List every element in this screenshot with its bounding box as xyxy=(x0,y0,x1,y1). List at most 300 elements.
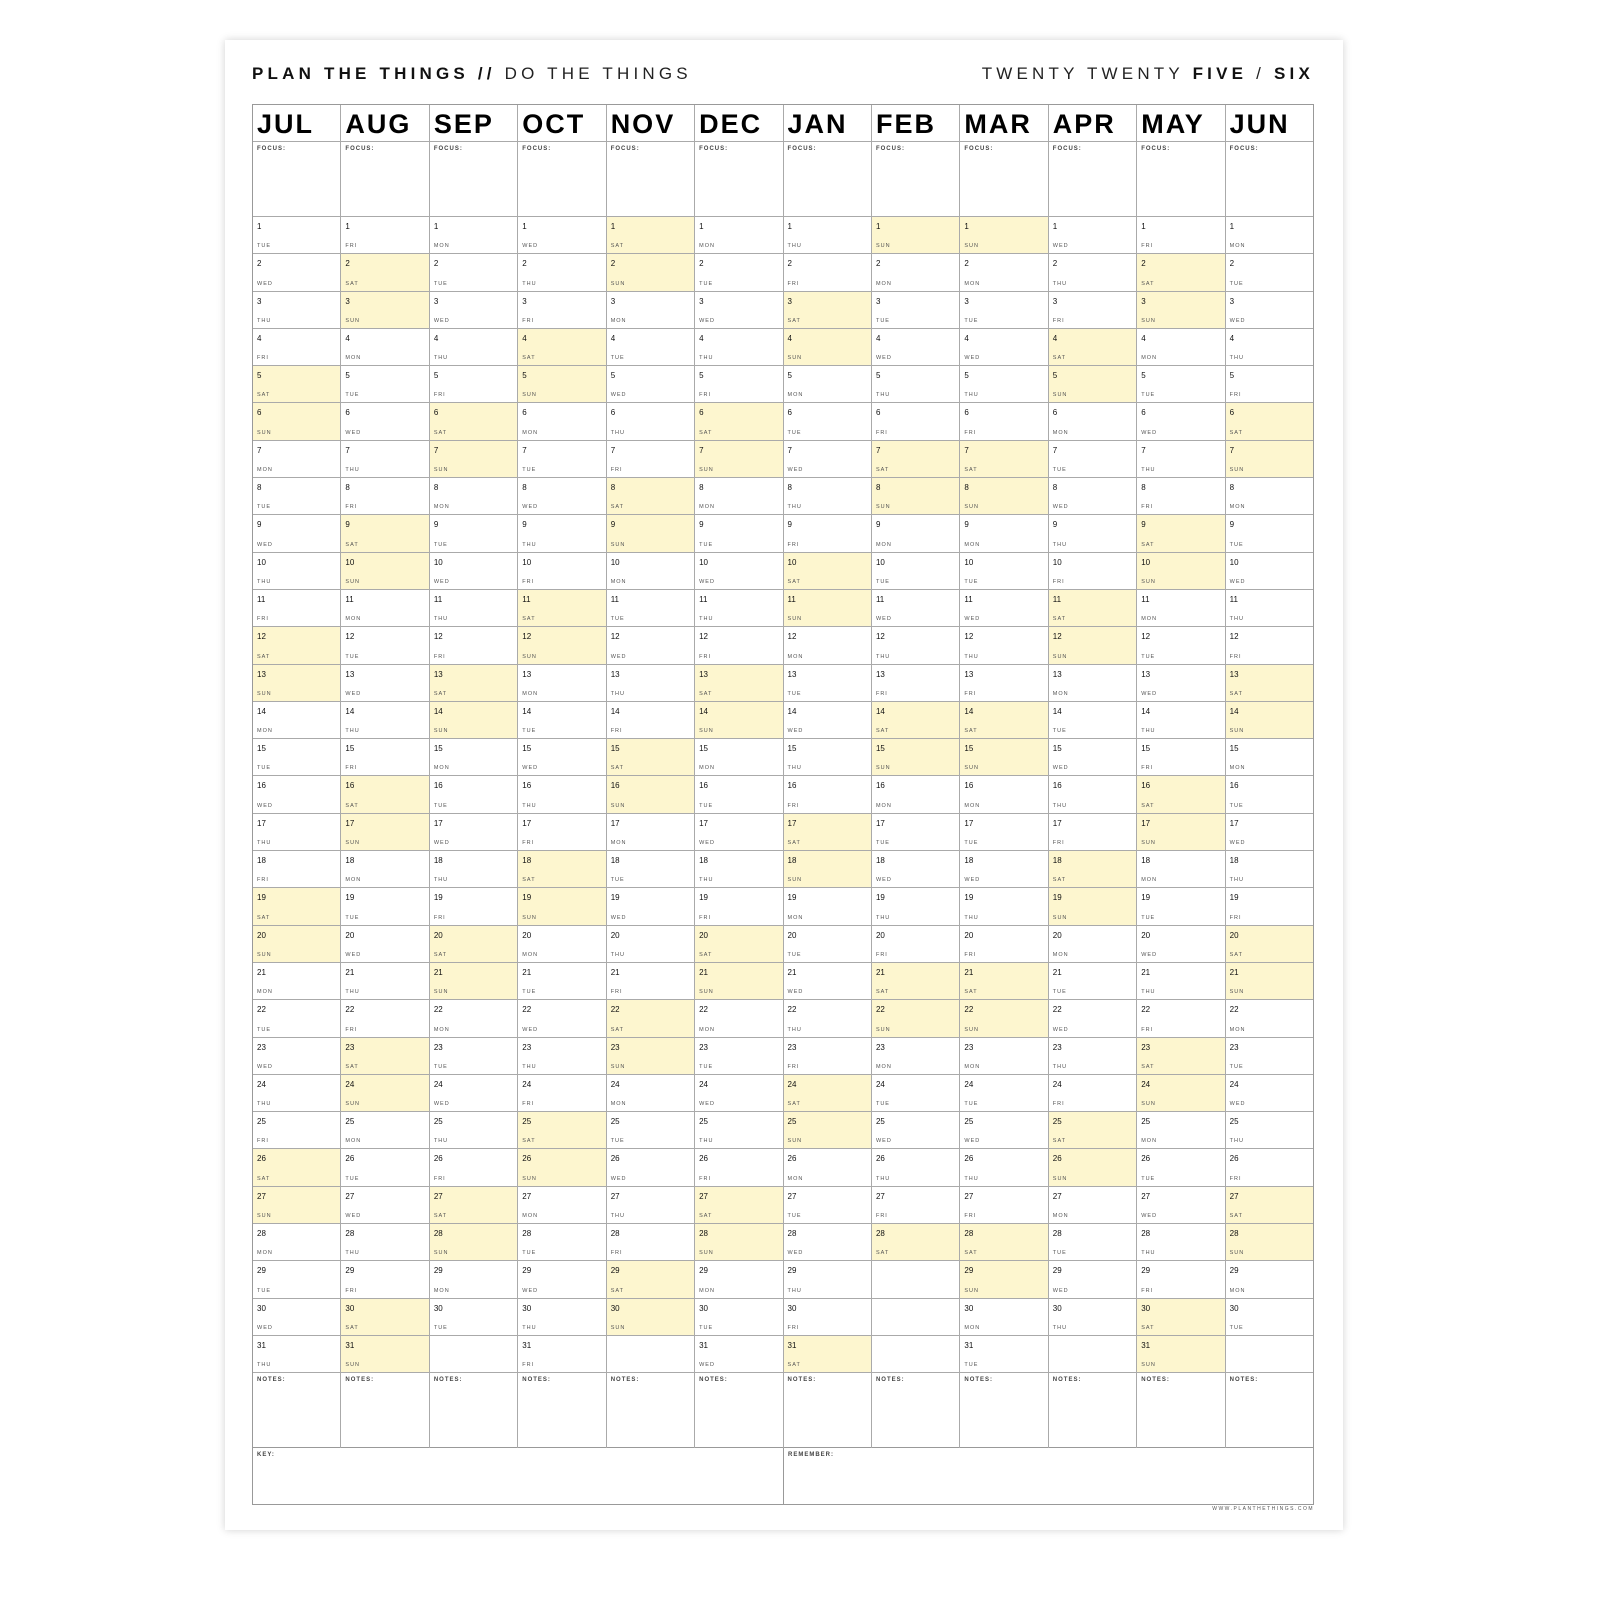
day-cell[interactable] xyxy=(430,1149,517,1186)
day-cell[interactable] xyxy=(1226,366,1313,403)
day-cell[interactable] xyxy=(784,963,871,1000)
day-cell[interactable] xyxy=(1137,366,1224,403)
day-cell[interactable] xyxy=(960,403,1047,440)
day-cell[interactable] xyxy=(430,329,517,366)
day-cell[interactable] xyxy=(607,292,694,329)
day-cell[interactable] xyxy=(1049,776,1136,813)
day-cell[interactable] xyxy=(253,366,340,403)
day-cell[interactable] xyxy=(784,1075,871,1112)
day-cell[interactable] xyxy=(872,515,959,552)
day-cell[interactable] xyxy=(1226,776,1313,813)
day-cell[interactable] xyxy=(784,292,871,329)
day-cell[interactable] xyxy=(430,926,517,963)
day-cell[interactable] xyxy=(430,254,517,291)
day-cell[interactable] xyxy=(872,1224,959,1261)
day-cell[interactable] xyxy=(1049,665,1136,702)
day-cell[interactable] xyxy=(1226,515,1313,552)
day-cell[interactable] xyxy=(430,963,517,1000)
day-cell[interactable] xyxy=(607,926,694,963)
day-cell[interactable] xyxy=(341,739,428,776)
day-cell[interactable] xyxy=(518,590,605,627)
day-cell[interactable] xyxy=(430,1224,517,1261)
day-cell[interactable] xyxy=(607,1149,694,1186)
day-cell[interactable] xyxy=(253,515,340,552)
day-cell[interactable] xyxy=(784,776,871,813)
day-cell[interactable] xyxy=(872,478,959,515)
day-cell[interactable] xyxy=(518,926,605,963)
day-cell[interactable] xyxy=(695,329,782,366)
day-cell[interactable] xyxy=(430,292,517,329)
day-cell[interactable] xyxy=(1226,888,1313,925)
day-cell[interactable] xyxy=(1226,1187,1313,1224)
day-cell[interactable] xyxy=(695,1336,782,1373)
day-cell[interactable] xyxy=(1226,1224,1313,1261)
day-cell[interactable] xyxy=(607,553,694,590)
day-cell[interactable] xyxy=(430,1075,517,1112)
day-cell[interactable] xyxy=(518,553,605,590)
day-cell[interactable] xyxy=(695,590,782,627)
day-cell[interactable] xyxy=(695,702,782,739)
day-cell[interactable] xyxy=(1049,1224,1136,1261)
day-cell[interactable] xyxy=(1049,292,1136,329)
day-cell[interactable] xyxy=(695,553,782,590)
day-cell[interactable] xyxy=(960,1149,1047,1186)
day-cell[interactable] xyxy=(1049,366,1136,403)
day-cell[interactable] xyxy=(784,1187,871,1224)
day-cell[interactable] xyxy=(518,1224,605,1261)
day-cell[interactable] xyxy=(960,814,1047,851)
day-cell[interactable] xyxy=(1226,1075,1313,1112)
day-cell[interactable] xyxy=(1049,217,1136,254)
day-cell[interactable] xyxy=(1137,1224,1224,1261)
day-cell[interactable] xyxy=(607,665,694,702)
day-cell[interactable] xyxy=(960,1299,1047,1336)
day-cell[interactable] xyxy=(1137,1336,1224,1373)
day-cell[interactable] xyxy=(518,851,605,888)
day-cell[interactable] xyxy=(1137,292,1224,329)
day-cell[interactable] xyxy=(253,963,340,1000)
day-cell[interactable] xyxy=(960,627,1047,664)
day-cell[interactable] xyxy=(341,1187,428,1224)
focus-box[interactable] xyxy=(341,142,428,217)
day-cell[interactable] xyxy=(960,254,1047,291)
day-cell[interactable] xyxy=(430,515,517,552)
focus-box[interactable] xyxy=(695,142,782,217)
day-cell[interactable] xyxy=(872,329,959,366)
day-cell[interactable] xyxy=(607,739,694,776)
day-cell[interactable] xyxy=(253,1224,340,1261)
day-cell[interactable] xyxy=(960,963,1047,1000)
day-cell[interactable] xyxy=(253,590,340,627)
day-cell[interactable] xyxy=(1137,814,1224,851)
day-cell[interactable] xyxy=(607,1224,694,1261)
day-cell[interactable] xyxy=(872,665,959,702)
day-cell[interactable] xyxy=(1226,403,1313,440)
day-cell[interactable] xyxy=(518,441,605,478)
day-cell[interactable] xyxy=(341,478,428,515)
day-cell[interactable] xyxy=(1049,403,1136,440)
day-cell[interactable] xyxy=(518,1075,605,1112)
day-cell[interactable] xyxy=(1049,1075,1136,1112)
day-cell[interactable] xyxy=(1226,851,1313,888)
day-cell[interactable] xyxy=(430,1000,517,1037)
day-cell[interactable] xyxy=(518,888,605,925)
day-cell[interactable] xyxy=(960,739,1047,776)
day-cell[interactable] xyxy=(1137,1187,1224,1224)
day-cell[interactable] xyxy=(253,1112,340,1149)
day-cell[interactable] xyxy=(253,441,340,478)
day-cell[interactable] xyxy=(695,851,782,888)
day-cell[interactable] xyxy=(872,776,959,813)
day-cell[interactable] xyxy=(607,515,694,552)
day-cell[interactable] xyxy=(960,776,1047,813)
day-cell[interactable] xyxy=(784,441,871,478)
day-cell[interactable] xyxy=(607,963,694,1000)
day-cell[interactable] xyxy=(872,217,959,254)
day-cell[interactable] xyxy=(784,1224,871,1261)
day-cell[interactable] xyxy=(341,888,428,925)
notes-box[interactable] xyxy=(695,1373,782,1448)
day-cell[interactable] xyxy=(784,366,871,403)
day-cell[interactable] xyxy=(430,1299,517,1336)
day-cell[interactable] xyxy=(1226,1112,1313,1149)
day-cell[interactable] xyxy=(341,926,428,963)
day-cell[interactable] xyxy=(1137,217,1224,254)
day-cell[interactable] xyxy=(1049,702,1136,739)
day-cell[interactable] xyxy=(695,888,782,925)
day-cell[interactable] xyxy=(253,292,340,329)
day-cell[interactable] xyxy=(960,366,1047,403)
day-cell[interactable] xyxy=(518,217,605,254)
day-cell[interactable] xyxy=(695,776,782,813)
day-cell[interactable] xyxy=(1226,1299,1313,1336)
day-cell[interactable] xyxy=(607,217,694,254)
day-cell[interactable] xyxy=(341,814,428,851)
day-cell[interactable] xyxy=(430,441,517,478)
day-cell[interactable] xyxy=(607,403,694,440)
day-cell[interactable] xyxy=(784,590,871,627)
day-cell[interactable] xyxy=(1226,814,1313,851)
day-cell[interactable] xyxy=(518,1038,605,1075)
remember-box[interactable] xyxy=(784,1448,1313,1504)
day-cell[interactable] xyxy=(872,553,959,590)
day-cell[interactable] xyxy=(872,1187,959,1224)
day-cell[interactable] xyxy=(341,1038,428,1075)
day-cell[interactable] xyxy=(1137,590,1224,627)
day-cell[interactable] xyxy=(960,590,1047,627)
day-cell[interactable] xyxy=(430,1261,517,1298)
day-cell[interactable] xyxy=(872,441,959,478)
day-cell[interactable] xyxy=(784,888,871,925)
day-cell[interactable] xyxy=(872,590,959,627)
notes-box[interactable] xyxy=(518,1373,605,1448)
day-cell[interactable] xyxy=(518,739,605,776)
day-cell[interactable] xyxy=(341,590,428,627)
day-cell[interactable] xyxy=(872,926,959,963)
day-cell[interactable] xyxy=(253,1149,340,1186)
day-cell[interactable] xyxy=(607,366,694,403)
day-cell[interactable] xyxy=(784,851,871,888)
day-cell[interactable] xyxy=(607,1112,694,1149)
day-cell[interactable] xyxy=(960,1075,1047,1112)
day-cell[interactable] xyxy=(518,1187,605,1224)
day-cell[interactable] xyxy=(1049,1187,1136,1224)
day-cell[interactable] xyxy=(960,1112,1047,1149)
day-cell[interactable] xyxy=(253,702,340,739)
day-cell[interactable] xyxy=(341,403,428,440)
day-cell[interactable] xyxy=(253,926,340,963)
day-cell[interactable] xyxy=(253,627,340,664)
day-cell[interactable] xyxy=(960,926,1047,963)
day-cell[interactable] xyxy=(253,1187,340,1224)
day-cell[interactable] xyxy=(430,553,517,590)
day-cell[interactable] xyxy=(253,254,340,291)
day-cell[interactable] xyxy=(960,851,1047,888)
day-cell[interactable] xyxy=(784,478,871,515)
day-cell[interactable] xyxy=(341,665,428,702)
day-cell[interactable] xyxy=(1137,553,1224,590)
day-cell[interactable] xyxy=(784,814,871,851)
day-cell[interactable] xyxy=(341,851,428,888)
day-cell[interactable] xyxy=(960,329,1047,366)
day-cell[interactable] xyxy=(253,665,340,702)
day-cell[interactable] xyxy=(1226,553,1313,590)
day-cell[interactable] xyxy=(1049,1112,1136,1149)
day-cell[interactable] xyxy=(695,478,782,515)
day-cell[interactable] xyxy=(607,1187,694,1224)
day-cell[interactable] xyxy=(960,515,1047,552)
notes-box[interactable] xyxy=(784,1373,871,1448)
day-cell[interactable] xyxy=(1049,254,1136,291)
day-cell[interactable] xyxy=(1226,217,1313,254)
day-cell[interactable] xyxy=(518,1149,605,1186)
day-cell[interactable] xyxy=(607,441,694,478)
day-cell[interactable] xyxy=(784,403,871,440)
day-cell[interactable] xyxy=(960,478,1047,515)
day-cell[interactable] xyxy=(1049,329,1136,366)
day-cell[interactable] xyxy=(872,739,959,776)
day-cell[interactable] xyxy=(607,478,694,515)
day-cell[interactable] xyxy=(430,739,517,776)
day-cell[interactable] xyxy=(695,665,782,702)
day-cell[interactable] xyxy=(784,926,871,963)
day-cell[interactable] xyxy=(784,1112,871,1149)
day-cell[interactable] xyxy=(253,739,340,776)
day-cell[interactable] xyxy=(784,702,871,739)
day-cell[interactable] xyxy=(1226,627,1313,664)
day-cell[interactable] xyxy=(1137,963,1224,1000)
notes-box[interactable] xyxy=(960,1373,1047,1448)
day-cell[interactable] xyxy=(1137,627,1224,664)
day-cell[interactable] xyxy=(872,1149,959,1186)
notes-box[interactable] xyxy=(1049,1373,1136,1448)
day-cell[interactable] xyxy=(872,963,959,1000)
day-cell[interactable] xyxy=(430,1038,517,1075)
key-box[interactable] xyxy=(253,1448,784,1504)
day-cell[interactable] xyxy=(960,441,1047,478)
day-cell[interactable] xyxy=(430,478,517,515)
day-cell[interactable] xyxy=(695,963,782,1000)
focus-box[interactable] xyxy=(784,142,871,217)
day-cell[interactable] xyxy=(341,366,428,403)
day-cell[interactable] xyxy=(607,1299,694,1336)
day-cell[interactable] xyxy=(1137,1149,1224,1186)
day-cell[interactable] xyxy=(872,702,959,739)
day-cell[interactable] xyxy=(695,627,782,664)
notes-box[interactable] xyxy=(607,1373,694,1448)
day-cell[interactable] xyxy=(518,403,605,440)
day-cell[interactable] xyxy=(784,739,871,776)
day-cell[interactable] xyxy=(784,627,871,664)
notes-box[interactable] xyxy=(430,1373,517,1448)
day-cell[interactable] xyxy=(430,776,517,813)
day-cell[interactable] xyxy=(1226,441,1313,478)
day-cell[interactable] xyxy=(253,888,340,925)
day-cell[interactable] xyxy=(341,776,428,813)
day-cell[interactable] xyxy=(341,1224,428,1261)
day-cell[interactable] xyxy=(518,963,605,1000)
day-cell[interactable] xyxy=(430,590,517,627)
day-cell[interactable] xyxy=(253,1336,340,1373)
day-cell[interactable] xyxy=(1226,329,1313,366)
day-cell[interactable] xyxy=(341,441,428,478)
day-cell[interactable] xyxy=(430,665,517,702)
day-cell[interactable] xyxy=(872,1000,959,1037)
day-cell[interactable] xyxy=(1137,478,1224,515)
day-cell[interactable] xyxy=(695,441,782,478)
day-cell[interactable] xyxy=(341,627,428,664)
day-cell[interactable] xyxy=(784,1000,871,1037)
notes-box[interactable] xyxy=(341,1373,428,1448)
day-cell[interactable] xyxy=(518,1261,605,1298)
day-cell[interactable] xyxy=(1137,702,1224,739)
day-cell[interactable] xyxy=(253,1038,340,1075)
day-cell[interactable] xyxy=(1226,739,1313,776)
day-cell[interactable] xyxy=(1226,254,1313,291)
day-cell[interactable] xyxy=(1137,1075,1224,1112)
day-cell[interactable] xyxy=(695,366,782,403)
day-cell[interactable] xyxy=(1137,515,1224,552)
day-cell[interactable] xyxy=(1226,1000,1313,1037)
day-cell[interactable] xyxy=(341,1299,428,1336)
day-cell[interactable] xyxy=(1049,739,1136,776)
day-cell[interactable] xyxy=(518,329,605,366)
focus-box[interactable] xyxy=(960,142,1047,217)
day-cell[interactable] xyxy=(430,702,517,739)
day-cell[interactable] xyxy=(1226,1261,1313,1298)
day-cell[interactable] xyxy=(872,888,959,925)
day-cell[interactable] xyxy=(518,814,605,851)
day-cell[interactable] xyxy=(341,1075,428,1112)
day-cell[interactable] xyxy=(430,851,517,888)
day-cell[interactable] xyxy=(784,1336,871,1373)
day-cell[interactable] xyxy=(1226,292,1313,329)
day-cell[interactable] xyxy=(960,1224,1047,1261)
day-cell[interactable] xyxy=(872,627,959,664)
day-cell[interactable] xyxy=(518,665,605,702)
day-cell[interactable] xyxy=(1049,627,1136,664)
focus-box[interactable] xyxy=(1049,142,1136,217)
day-cell[interactable] xyxy=(960,1187,1047,1224)
focus-box[interactable] xyxy=(518,142,605,217)
day-cell[interactable] xyxy=(253,478,340,515)
day-cell[interactable] xyxy=(1137,739,1224,776)
day-cell[interactable] xyxy=(341,1336,428,1373)
day-cell[interactable] xyxy=(430,888,517,925)
day-cell[interactable] xyxy=(960,702,1047,739)
day-cell[interactable] xyxy=(253,553,340,590)
day-cell[interactable] xyxy=(872,366,959,403)
day-cell[interactable] xyxy=(341,292,428,329)
day-cell[interactable] xyxy=(784,217,871,254)
day-cell[interactable] xyxy=(1137,441,1224,478)
day-cell[interactable] xyxy=(695,217,782,254)
day-cell[interactable] xyxy=(518,627,605,664)
day-cell[interactable] xyxy=(1049,814,1136,851)
day-cell[interactable] xyxy=(1049,1038,1136,1075)
day-cell[interactable] xyxy=(341,702,428,739)
day-cell[interactable] xyxy=(430,1112,517,1149)
day-cell[interactable] xyxy=(607,1038,694,1075)
day-cell[interactable] xyxy=(1137,926,1224,963)
day-cell[interactable] xyxy=(1049,1000,1136,1037)
day-cell[interactable] xyxy=(518,292,605,329)
notes-box[interactable] xyxy=(872,1373,959,1448)
day-cell[interactable] xyxy=(430,217,517,254)
day-cell[interactable] xyxy=(695,1299,782,1336)
day-cell[interactable] xyxy=(253,1299,340,1336)
day-cell[interactable] xyxy=(695,403,782,440)
day-cell[interactable] xyxy=(518,366,605,403)
day-cell[interactable] xyxy=(341,1261,428,1298)
day-cell[interactable] xyxy=(1049,590,1136,627)
day-cell[interactable] xyxy=(1049,441,1136,478)
day-cell[interactable] xyxy=(607,329,694,366)
day-cell[interactable] xyxy=(1137,1038,1224,1075)
day-cell[interactable] xyxy=(960,1038,1047,1075)
day-cell[interactable] xyxy=(1137,1000,1224,1037)
day-cell[interactable] xyxy=(607,590,694,627)
day-cell[interactable] xyxy=(695,739,782,776)
day-cell[interactable] xyxy=(341,963,428,1000)
day-cell[interactable] xyxy=(341,1000,428,1037)
day-cell[interactable] xyxy=(872,292,959,329)
day-cell[interactable] xyxy=(518,1112,605,1149)
day-cell[interactable] xyxy=(1137,888,1224,925)
day-cell[interactable] xyxy=(1226,1038,1313,1075)
day-cell[interactable] xyxy=(1049,1149,1136,1186)
day-cell[interactable] xyxy=(872,1038,959,1075)
day-cell[interactable] xyxy=(1226,1149,1313,1186)
day-cell[interactable] xyxy=(253,814,340,851)
day-cell[interactable] xyxy=(430,366,517,403)
day-cell[interactable] xyxy=(1137,254,1224,291)
day-cell[interactable] xyxy=(253,329,340,366)
day-cell[interactable] xyxy=(1049,888,1136,925)
day-cell[interactable] xyxy=(253,403,340,440)
day-cell[interactable] xyxy=(695,1075,782,1112)
day-cell[interactable] xyxy=(695,814,782,851)
day-cell[interactable] xyxy=(1049,515,1136,552)
day-cell[interactable] xyxy=(695,1038,782,1075)
day-cell[interactable] xyxy=(960,1336,1047,1373)
day-cell[interactable] xyxy=(1049,478,1136,515)
focus-box[interactable] xyxy=(872,142,959,217)
day-cell[interactable] xyxy=(695,926,782,963)
day-cell[interactable] xyxy=(341,329,428,366)
day-cell[interactable] xyxy=(784,665,871,702)
day-cell[interactable] xyxy=(695,1187,782,1224)
